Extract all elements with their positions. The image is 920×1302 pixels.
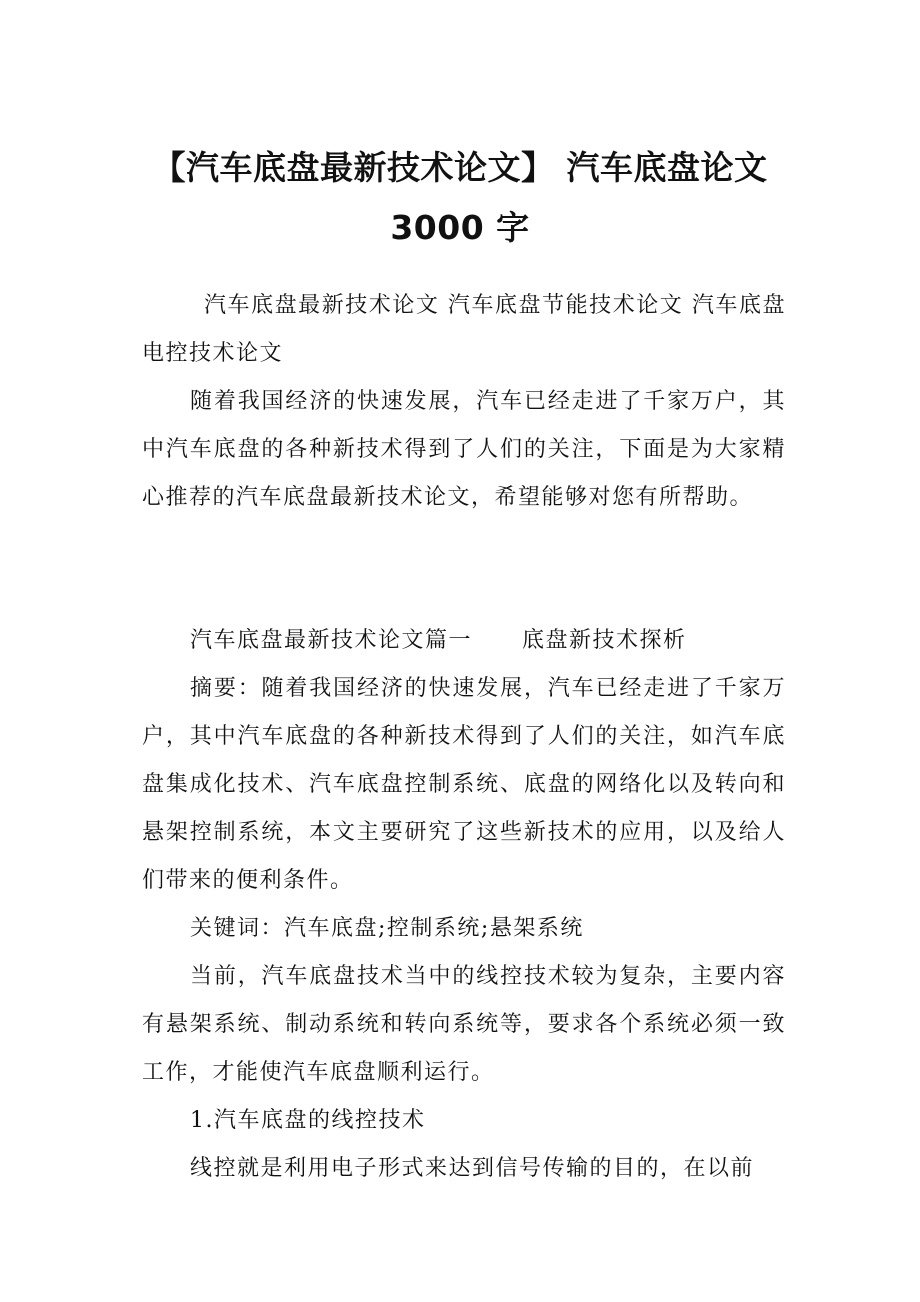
- keywords-paragraph: 关键词：汽车底盘;控制系统;悬架系统: [190, 916, 584, 941]
- intro-paragraph: 随着我国经济的快速发展，汽车已经走进了千家万户，其中汽车底盘的各种新技术得到了人们的关注，下面是为大家精心推荐的汽车底盘最新技术论文，希望能够对您有所帮助。: [142, 389, 786, 510]
- title-line-1: 【汽车底盘最新技术论文】 汽车底盘论文: [152, 148, 768, 187]
- wire-control-paragraph: 线控就是利用电子形式来达到信号传输的目的，在以前: [190, 1156, 755, 1181]
- document-title: [0, 138, 920, 258]
- section-heading-subtitle: 底盘新技术探析: [522, 628, 687, 653]
- abstract-paragraph: 摘要：随着我国经济的快速发展，汽车已经走进了千家万户，其中汽车底盘的各种新技术得到了人们的关注，如汽车底盘集成化技术、汽车底盘控制系统、底盘的网络化以及转向和悬架控制系统，本文主要研究了这些新技术的应用，以及给人们带来的便利条件。: [142, 676, 786, 893]
- section-heading-title: 汽车底盘最新技术论文篇一: [190, 628, 473, 653]
- subsection-heading-1: 1.汽车底盘的线控技术: [190, 1108, 426, 1133]
- current-state-paragraph: 当前，汽车底盘技术当中的线控技术较为复杂，主要内容有悬架系统、制动系统和转向系统等，要求各个系统必须一致工作，才能使汽车底盘顺利运行。: [142, 964, 786, 1085]
- section-heading: [142, 617, 786, 665]
- title-line-2: 3000 字: [390, 208, 530, 247]
- keywords-intro-paragraph: 汽车底盘最新技术论文 汽车底盘节能技术论文 汽车底盘电控技术论文: [142, 293, 786, 366]
